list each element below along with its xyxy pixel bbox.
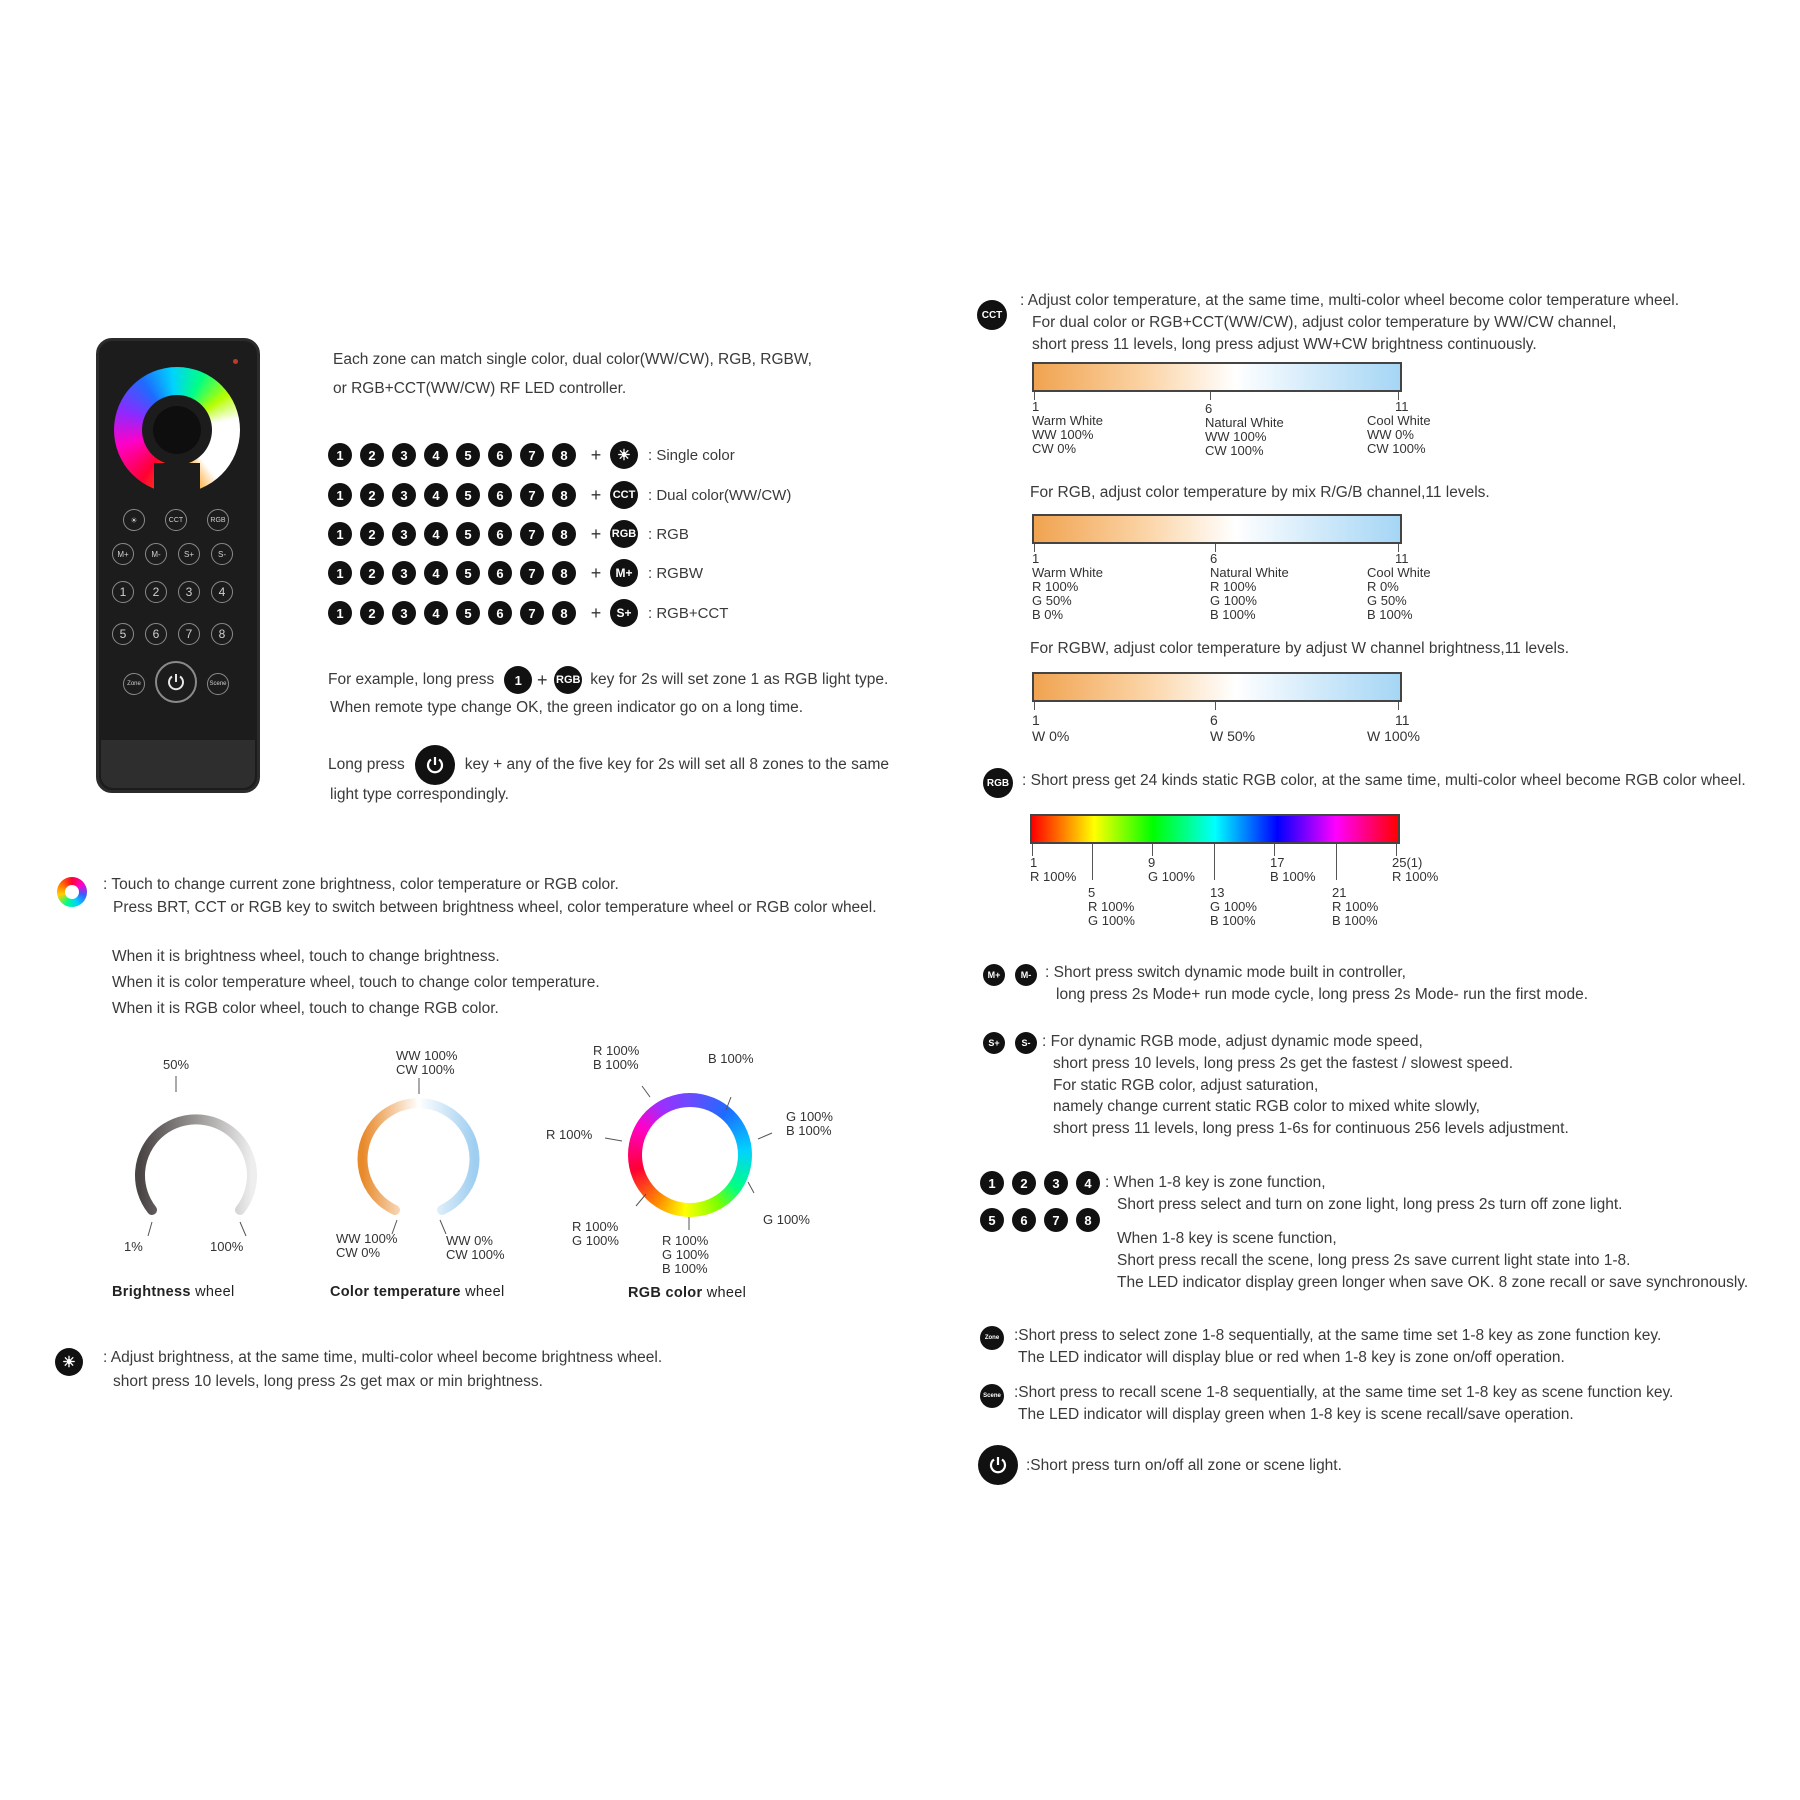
zone-key-4: 4 xyxy=(424,443,448,467)
keys-desc-line-5: The LED indicator display green longer when save OK. 8 zone recall or save synchronously. xyxy=(1117,1274,1749,1291)
zone-key-8: 8 xyxy=(552,483,576,507)
power-key xyxy=(978,1445,1018,1485)
cct-gradient-bar-3 xyxy=(1032,672,1402,702)
multi-color-wheel-icon xyxy=(57,877,87,907)
brightness-key-icon: ☀ xyxy=(55,1348,83,1376)
level-number: 17 xyxy=(1270,855,1285,870)
level-number: 13 xyxy=(1210,885,1225,900)
type-label: : RGB+CCT xyxy=(648,604,729,622)
remote-wheel-hole xyxy=(153,406,201,454)
type-label: : RGBW xyxy=(648,564,703,582)
zone-key-6: 6 xyxy=(1012,1208,1036,1232)
rgbw-text: For RGBW, adjust color temperature by adjust W channel brightness,11 levels. xyxy=(1030,640,1570,657)
remote-key-1[interactable]: 1 xyxy=(112,581,134,603)
level-value: R 100% xyxy=(1032,579,1079,594)
rgb-bar-label-5 xyxy=(1088,886,1135,928)
zone-key-5: 5 xyxy=(980,1208,1004,1232)
tick-line xyxy=(726,1097,731,1110)
speed-desc-line-1: : For dynamic RGB mode, adjust dynamic mode speed, xyxy=(1042,1033,1423,1050)
zone-key-7: 7 xyxy=(520,443,544,467)
level-number: 6 xyxy=(1205,401,1213,416)
zone-key-6: 6 xyxy=(488,443,512,467)
remote-key-3[interactable]: 3 xyxy=(178,581,200,603)
type-row-single xyxy=(328,440,735,470)
zone-key-5: 5 xyxy=(456,561,480,585)
speed-desc-line-3: For static RGB color, adjust saturation, xyxy=(1053,1077,1319,1094)
cct-left-label-1: WW 100% xyxy=(336,1231,398,1246)
level-name: Cool White xyxy=(1367,565,1431,580)
level-value: R 100% xyxy=(1392,869,1439,884)
wheel-desc-line-1: : Touch to change current zone brightness, color temperature or RGB color. xyxy=(103,876,619,893)
rgb-bar-label-25 xyxy=(1392,856,1438,884)
remote-cct-button[interactable]: CCT xyxy=(165,509,187,531)
plus-sign: + xyxy=(590,562,602,583)
rgb-tl-label-2: B 100% xyxy=(593,1057,639,1072)
zone-key-4: 4 xyxy=(424,522,448,546)
zone-keys-row-1 xyxy=(980,1171,1108,1195)
zone-key-6: 6 xyxy=(488,601,512,625)
rgb-bar-label-21 xyxy=(1332,886,1378,928)
zone-key-6: 6 xyxy=(488,483,512,507)
level-number: 1 xyxy=(1030,855,1038,870)
level-number: 6 xyxy=(1210,551,1218,566)
remote-key-5[interactable]: 5 xyxy=(112,623,134,645)
caption-rest: wheel xyxy=(195,1284,235,1300)
brt-desc-line-2: short press 10 levels, long press 2s get max or min brightness. xyxy=(113,1373,543,1390)
rgb-bl-label-2: G 100% xyxy=(572,1233,619,1248)
bar1-label-6 xyxy=(1205,402,1284,458)
mode-minus-key-icon: M- xyxy=(1015,964,1037,986)
zone-key-3: 3 xyxy=(1044,1171,1068,1195)
tick-line xyxy=(636,1194,646,1206)
remote-speed-minus-button[interactable]: S- xyxy=(211,543,233,565)
brightness-caption xyxy=(112,1284,234,1300)
plus-sign: + xyxy=(590,602,602,623)
rgb-bar-label-17 xyxy=(1270,856,1316,884)
level-value: B 100% xyxy=(1210,607,1256,622)
power-icon xyxy=(424,754,446,776)
zone-key-8: 8 xyxy=(1076,1208,1100,1232)
cct-top-label-1: WW 100% xyxy=(396,1048,458,1063)
zone-key-5: 5 xyxy=(456,522,480,546)
level-name: Natural White xyxy=(1210,565,1289,580)
zone-key-2: 2 xyxy=(360,443,384,467)
caption-bold: Color temperature xyxy=(330,1284,461,1300)
zone-key-2: 2 xyxy=(360,601,384,625)
zone-key-5: 5 xyxy=(456,443,480,467)
power-desc-line-1: :Short press turn on/off all zone or scene light. xyxy=(1026,1457,1342,1474)
level-number: 6 xyxy=(1210,712,1218,728)
remote-key-4[interactable]: 4 xyxy=(211,581,233,603)
bar1-label-1 xyxy=(1032,400,1103,456)
type-row-rgb xyxy=(328,519,689,549)
long-press-line xyxy=(328,745,889,785)
cct-gradient-bar-1 xyxy=(1032,362,1402,392)
remote-zone-button[interactable]: Zone xyxy=(123,673,145,695)
zone-key-4: 4 xyxy=(1076,1171,1100,1195)
tick-line xyxy=(605,1138,622,1141)
cct-right-label-1: WW 0% xyxy=(446,1233,493,1248)
remote-scene-button[interactable]: Scene xyxy=(207,673,229,695)
wheel-desc-line-5: When it is RGB color wheel, touch to change RGB color. xyxy=(112,1000,499,1017)
type-label: : RGB xyxy=(648,525,689,543)
mode-plus-key-icon: M+ xyxy=(610,559,638,587)
remote-led-indicator xyxy=(233,359,238,364)
remote-color-wheel[interactable] xyxy=(114,367,240,493)
rgb-r-label-1: G 100% xyxy=(786,1109,833,1124)
rgb-l-label: R 100% xyxy=(546,1127,593,1142)
plus-sign: + xyxy=(590,523,602,544)
zone-key-8: 8 xyxy=(552,522,576,546)
level-value: CW 0% xyxy=(1032,441,1077,456)
zone-key-1: 1 xyxy=(328,483,352,507)
zone-key-7: 7 xyxy=(520,522,544,546)
level-name: Cool White xyxy=(1367,413,1431,428)
zone-key-3: 3 xyxy=(392,483,416,507)
tick-line xyxy=(1214,844,1215,880)
type-label: : Single color xyxy=(648,446,735,464)
brt-desc-line-1: : Adjust brightness, at the same time, multi-color wheel become brightness wheel. xyxy=(103,1349,663,1366)
rgb-key-icon: RGB xyxy=(983,768,1013,798)
zone-key-7: 7 xyxy=(1044,1208,1068,1232)
remote-key-6[interactable]: 6 xyxy=(145,623,167,645)
zone-key-3: 3 xyxy=(392,443,416,467)
plus-sign: + xyxy=(590,484,602,505)
remote-mode-minus-button[interactable]: M- xyxy=(145,543,167,565)
level-value: CW 100% xyxy=(1367,441,1426,456)
rgb-bar-label-1 xyxy=(1030,856,1076,884)
speed-desc-line-4: namely change current static RGB color to mixed white slowly, xyxy=(1053,1098,1480,1115)
bar1-label-11 xyxy=(1367,400,1431,456)
zone-key-8: 8 xyxy=(552,443,576,467)
rgb-gradient-bar xyxy=(1030,814,1400,844)
tick-line xyxy=(1398,702,1399,710)
cct-key-icon: CCT xyxy=(977,300,1007,330)
zone-key-4: 4 xyxy=(424,483,448,507)
brightness-key-icon: ☀ xyxy=(610,441,638,469)
brightness-arc xyxy=(140,1119,252,1210)
scene-key-icon: Scene xyxy=(980,1384,1004,1408)
cct-desc-line-3: short press 11 levels, long press adjust WW+CW brightness continuously. xyxy=(1032,336,1537,353)
level-number: 11 xyxy=(1395,551,1409,566)
tick-line xyxy=(440,1220,446,1234)
zone-desc-line-1: :Short press to select zone 1-8 sequentially, at the same time set 1-8 key as zone function key. xyxy=(1014,1327,1662,1344)
tick-line xyxy=(240,1222,246,1236)
intro-line-1: Each zone can match single color, dual color(WW/CW), RGB, RGBW, xyxy=(333,351,812,368)
level-value: R 100% xyxy=(1210,579,1257,594)
keys-desc-line-3: When 1-8 key is scene function, xyxy=(1117,1230,1337,1247)
wheel-desc-line-2: Press BRT, CCT or RGB key to switch between brightness wheel, color temperature wheel or RGB color wheel. xyxy=(113,899,877,916)
cct-key-icon: CCT xyxy=(610,481,638,509)
bar3-label-11 xyxy=(1367,712,1420,744)
remote-power-button[interactable] xyxy=(155,661,197,703)
caption-rest: wheel xyxy=(465,1284,505,1300)
scene-desc-line-1: :Short press to recall scene 1-8 sequentially, at the same time set 1-8 key as scene function key. xyxy=(1014,1384,1674,1401)
level-value: B 100% xyxy=(1367,607,1413,622)
zone-key-6: 6 xyxy=(488,561,512,585)
rgb-caption xyxy=(628,1285,746,1301)
zone-key-7: 7 xyxy=(520,483,544,507)
level-number: 11 xyxy=(1395,399,1409,414)
level-value: WW 0% xyxy=(1367,427,1414,442)
cct-right-label-2: CW 100% xyxy=(446,1247,505,1262)
remote-control xyxy=(96,338,260,793)
rgb-tr-label: B 100% xyxy=(708,1051,754,1066)
level-value: WW 100% xyxy=(1205,429,1267,444)
long-press-prefix: Long press xyxy=(328,756,405,773)
level-number: 5 xyxy=(1088,885,1096,900)
keys-desc-line-4: Short press recall the scene, long press 2s save current light state into 1-8. xyxy=(1117,1252,1631,1269)
brightness-wheel xyxy=(100,1050,300,1250)
mode-desc-line-1: : Short press switch dynamic mode built in controller, xyxy=(1045,964,1406,981)
zone-key-1: 1 xyxy=(328,522,352,546)
rgb-bar-label-9 xyxy=(1148,856,1195,884)
tick-line xyxy=(1215,702,1216,710)
zone-key-icon: Zone xyxy=(980,1326,1004,1350)
level-name: Warm White xyxy=(1032,565,1104,580)
bar3-label-1 xyxy=(1032,712,1069,744)
level-value: R 100% xyxy=(1030,869,1077,884)
type-row-rgbcct xyxy=(328,598,728,628)
zone-desc-line-2: The LED indicator will display blue or red when 1-8 key is zone on/off operation. xyxy=(1018,1349,1565,1366)
rgb-br-label: G 100% xyxy=(763,1212,810,1227)
scene-desc-line-2: The LED indicator will display green when 1-8 key is scene recall/save operation. xyxy=(1018,1406,1574,1423)
zone-key-3: 3 xyxy=(392,522,416,546)
rgb-b-label-3: B 100% xyxy=(662,1261,708,1276)
zone-key-8: 8 xyxy=(552,601,576,625)
type-label: : Dual color(WW/CW) xyxy=(648,486,792,504)
zone-key-1: 1 xyxy=(504,666,532,694)
level-value: R 0% xyxy=(1367,579,1399,594)
cct-desc-line-2: For dual color or RGB+CCT(WW/CW), adjust color temperature by WW/CW channel, xyxy=(1032,314,1617,331)
example-line-1 xyxy=(328,665,888,695)
zone-key-1: 1 xyxy=(980,1171,1004,1195)
remote-key-7[interactable]: 7 xyxy=(178,623,200,645)
level-value: CW 100% xyxy=(1205,443,1264,458)
color-temperature-wheel xyxy=(318,1050,518,1250)
tick-line xyxy=(758,1133,772,1139)
zone-key-8: 8 xyxy=(552,561,576,585)
bar2-label-11 xyxy=(1367,552,1431,622)
zone-key-4: 4 xyxy=(424,561,448,585)
bar2-label-6 xyxy=(1210,552,1289,622)
wheel-desc-line-4: When it is color temperature wheel, touch to change color temperature. xyxy=(112,974,600,991)
keys-desc-line-1: : When 1-8 key is zone function, xyxy=(1105,1174,1326,1191)
level-value: G 100% xyxy=(1210,593,1257,608)
level-value: G 50% xyxy=(1367,593,1407,608)
zone-key-3: 3 xyxy=(392,561,416,585)
zone-keys-row-2 xyxy=(980,1208,1108,1232)
rgb-bar-label-13 xyxy=(1210,886,1257,928)
level-value: G 100% xyxy=(1210,899,1257,914)
tick-line xyxy=(1336,844,1337,880)
wheel-icon-center xyxy=(65,885,79,899)
rgb-key-icon: RGB xyxy=(554,666,582,694)
level-value: B 0% xyxy=(1032,607,1064,622)
zone-key-2: 2 xyxy=(360,522,384,546)
bar3-label-6 xyxy=(1210,712,1255,744)
rgb-r-label-2: B 100% xyxy=(786,1123,832,1138)
remote-key-8[interactable]: 8 xyxy=(211,623,233,645)
rgb-bl-label-1: R 100% xyxy=(572,1219,619,1234)
zone-key-5: 5 xyxy=(456,483,480,507)
brightness-left-label: 1% xyxy=(124,1239,143,1254)
level-value: WW 100% xyxy=(1032,427,1094,442)
level-value: B 100% xyxy=(1332,913,1378,928)
level-value: B 100% xyxy=(1270,869,1316,884)
type-row-rgbw xyxy=(328,558,703,588)
example-suffix: key for 2s will set zone 1 as RGB light type. xyxy=(590,671,889,688)
level-value: G 50% xyxy=(1032,593,1072,608)
zone-key-2: 2 xyxy=(360,561,384,585)
speed-plus-key-icon: S+ xyxy=(610,599,638,627)
cct-caption xyxy=(330,1284,505,1300)
cct-desc-line-1: : Adjust color temperature, at the same time, multi-color wheel become color temperature wheel. xyxy=(1020,292,1680,309)
power-icon xyxy=(987,1454,1009,1476)
wheel-desc-line-3: When it is brightness wheel, touch to change brightness. xyxy=(112,948,500,965)
remote-speed-plus-button[interactable]: S+ xyxy=(178,543,200,565)
level-value: W 100% xyxy=(1367,728,1420,744)
speed-plus-key-icon: S+ xyxy=(983,1032,1005,1054)
rgb-tl-label-1: R 100% xyxy=(593,1043,640,1058)
remote-bottom-band xyxy=(101,740,255,788)
level-number: 11 xyxy=(1395,712,1410,728)
cct-arc xyxy=(363,1103,475,1210)
level-value: G 100% xyxy=(1088,913,1135,928)
caption-bold: Brightness xyxy=(112,1284,191,1300)
level-number: 1 xyxy=(1032,399,1040,414)
cct-left-label-2: CW 0% xyxy=(336,1245,381,1260)
level-number: 9 xyxy=(1148,855,1156,870)
tick-line xyxy=(1034,702,1035,710)
example-prefix: For example, long press xyxy=(328,671,495,688)
level-name: Natural White xyxy=(1205,415,1284,430)
tick-line xyxy=(148,1222,152,1236)
tick-line xyxy=(642,1086,650,1097)
mode-plus-key-icon: M+ xyxy=(983,964,1005,986)
caption-rest: wheel xyxy=(706,1285,747,1301)
level-number: 25(1) xyxy=(1392,855,1423,870)
level-value: R 100% xyxy=(1332,899,1379,914)
level-value: G 100% xyxy=(1148,869,1195,884)
brightness-top-label: 50% xyxy=(163,1057,190,1072)
rgb-b-label-2: G 100% xyxy=(662,1247,709,1262)
zone-key-2: 2 xyxy=(360,483,384,507)
power-icon xyxy=(165,671,187,693)
example-line-2: When remote type change OK, the green indicator go on a long time. xyxy=(330,699,804,716)
level-value: R 100% xyxy=(1088,899,1135,914)
rgb-b-label-1: R 100% xyxy=(662,1233,709,1248)
tick-line xyxy=(1092,844,1093,880)
zone-key-2: 2 xyxy=(1012,1171,1036,1195)
speed-minus-key-icon: S- xyxy=(1015,1032,1037,1054)
rgb-desc-line-1: : Short press get 24 kinds static RGB color, at the same time, multi-color wheel become RGB color wheel. xyxy=(1022,772,1746,789)
level-name: Warm White xyxy=(1032,413,1104,428)
remote-key-2[interactable]: 2 xyxy=(145,581,167,603)
zone-key-1: 1 xyxy=(328,561,352,585)
plus-sign: + xyxy=(590,444,602,465)
speed-desc-line-2: short press 10 levels, long press 2s get the fastest / slowest speed. xyxy=(1053,1055,1514,1072)
zone-key-3: 3 xyxy=(392,601,416,625)
remote-wheel-gap xyxy=(154,463,200,497)
zone-key-1: 1 xyxy=(328,601,352,625)
remote-brightness-button[interactable]: ☀ xyxy=(123,509,145,531)
level-value: B 100% xyxy=(1210,913,1256,928)
level-number: 1 xyxy=(1032,712,1040,728)
bar2-label-1 xyxy=(1032,552,1103,622)
keys-desc-line-2: Short press select and turn on zone light, long press 2s turn off zone light. xyxy=(1117,1196,1623,1213)
type-row-dual xyxy=(328,480,791,510)
level-value: W 0% xyxy=(1032,728,1070,744)
mode-desc-line-2: long press 2s Mode+ run mode cycle, long press 2s Mode- run the first mode. xyxy=(1056,986,1588,1003)
rgb-cct-text: For RGB, adjust color temperature by mix R/G/B channel,11 levels. xyxy=(1030,484,1490,501)
zone-key-1: 1 xyxy=(328,443,352,467)
level-number: 1 xyxy=(1032,551,1040,566)
level-value: W 50% xyxy=(1210,728,1256,744)
long-press-suffix: key + any of the five key for 2s will set all 8 zones to the same xyxy=(464,756,890,773)
long-press-line-2: light type correspondingly. xyxy=(330,786,509,803)
power-key xyxy=(415,745,455,785)
caption-bold: RGB color xyxy=(628,1285,703,1301)
zone-key-5: 5 xyxy=(456,601,480,625)
zone-key-7: 7 xyxy=(520,561,544,585)
cct-gradient-bar-2 xyxy=(1032,514,1402,544)
plus-sign: + xyxy=(537,669,548,690)
zone-key-7: 7 xyxy=(520,601,544,625)
level-number: 21 xyxy=(1332,885,1347,900)
rgb-key-icon: RGB xyxy=(610,520,638,548)
tick-line xyxy=(748,1182,754,1193)
remote-mode-plus-button[interactable]: M+ xyxy=(112,543,134,565)
zone-key-4: 4 xyxy=(424,601,448,625)
cct-top-label-2: CW 100% xyxy=(396,1062,455,1077)
tick-line xyxy=(1210,392,1211,400)
zone-key-6: 6 xyxy=(488,522,512,546)
intro-line-2: or RGB+CCT(WW/CW) RF LED controller. xyxy=(333,380,627,397)
brightness-right-label: 100% xyxy=(210,1239,244,1254)
remote-rgb-button[interactable]: RGB xyxy=(207,509,229,531)
speed-desc-line-5: short press 11 levels, long press 1-6s for continuous 256 levels adjustment. xyxy=(1053,1120,1569,1137)
